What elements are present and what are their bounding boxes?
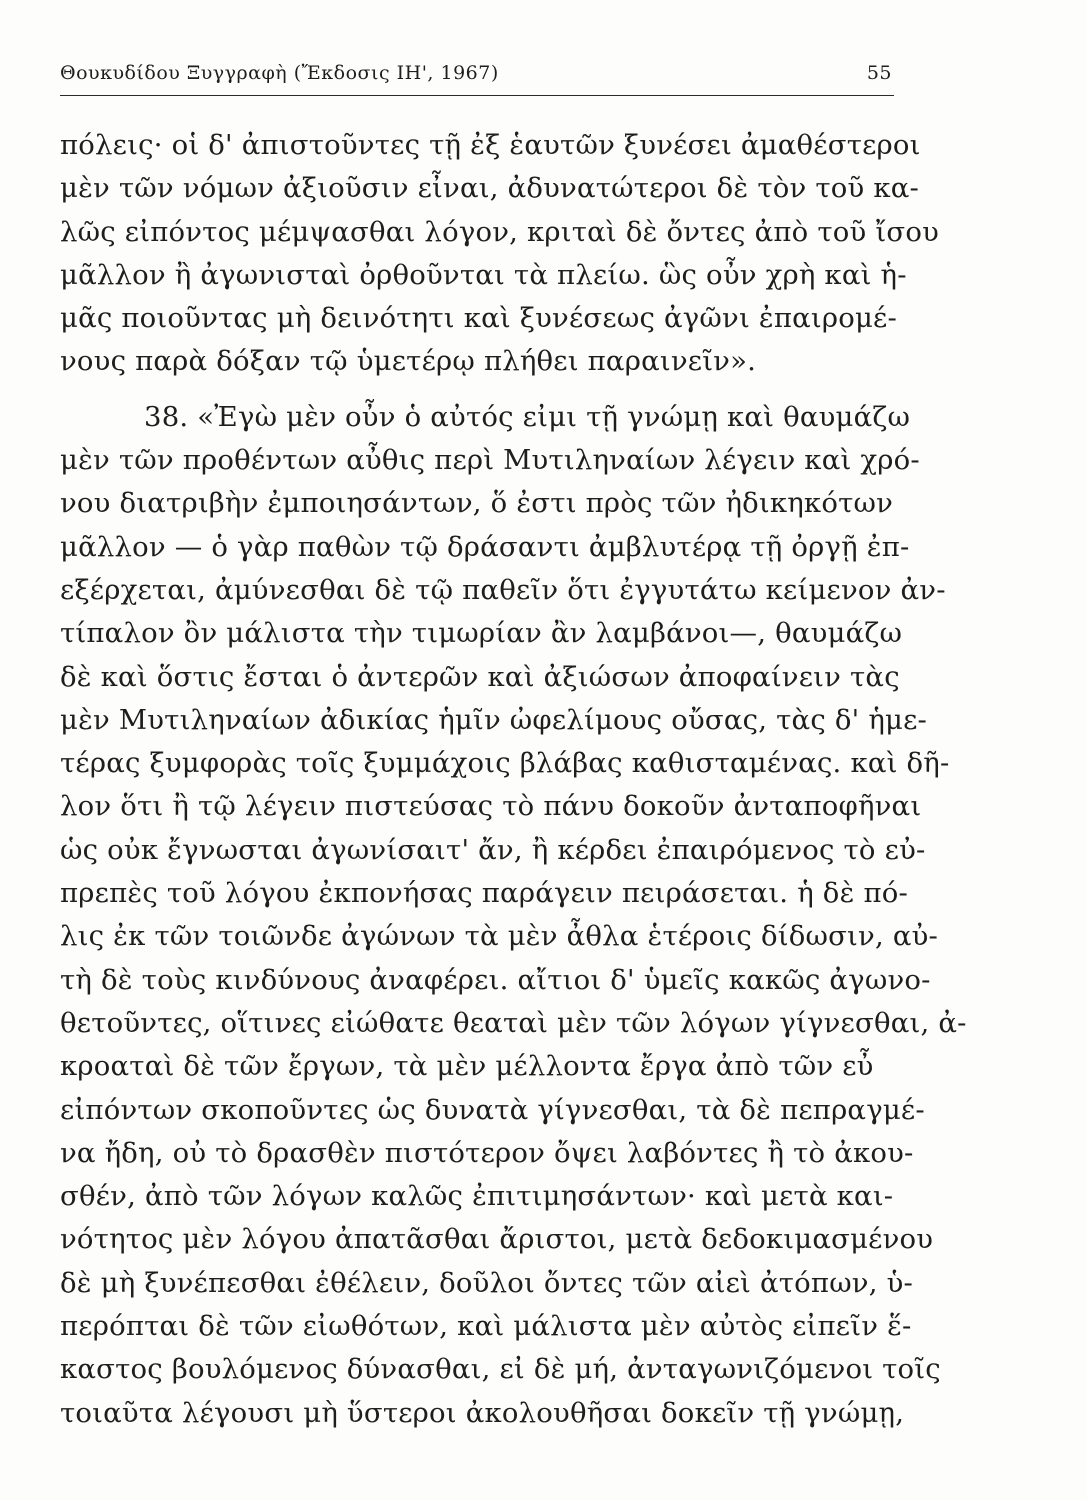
- text-line: μὲν τῶν προθέντων αὖθις περὶ Μυτιληναίων λέγειν καὶ χρό-: [60, 444, 920, 477]
- text-line-chapter-start: 38. «Ἐγὼ μὲν οὖν ὁ αὐτός εἰμι τῇ γνώμῃ καὶ θαυμάζω: [144, 400, 911, 433]
- body-text: [60, 124, 967, 1435]
- text-line: λις ἐκ τῶν τοιῶνδε ἀγώνων τὰ μὲν ἆθλα ἑτέροις δίδωσιν, αὐ-: [60, 920, 939, 953]
- text-line: τέρας ξυμφορὰς τοῖς ξυμμάχοις βλάβας καθισταμένας. καὶ δῆ-: [60, 747, 950, 780]
- paragraph-spacer: [60, 384, 920, 396]
- text-line: καστος βουλόμενος δύνασθαι, εἰ δὲ μή, ἀνταγωνιζόμενοι τοῖς: [60, 1353, 941, 1386]
- text-line: εξέρχεται, ἀμύνεσθαι δὲ τῷ παθεῖν ὅτι ἐγγυτάτω κείμενον ἀν-: [60, 573, 946, 606]
- text-line: νου διατριβὴν ἐμποιησάντων, ὅ ἐστι πρὸς τῶν ἠδικηκότων: [60, 487, 894, 520]
- text-line: περόπται δὲ τῶν εἰωθότων, καὶ μάλιστα μὲν αὐτὸς εἰπεῖν ἕ-: [60, 1310, 912, 1343]
- text-line: πόλεις· οἱ δ' ἀπιστοῦντες τῇ ἐξ ἑαυτῶν ξυνέσει ἀμαθέστεροι: [60, 129, 921, 161]
- text-line: νότητος μὲν λόγου ἀπατᾶσθαι ἄριστοι, μετὰ δεδοκιμασμένου: [60, 1223, 934, 1256]
- text-line: τὴ δὲ τοὺς κινδύνους ἀναφέρει. αἴτιοι δ' ὑμεῖς κακῶς ἀγωνο-: [60, 963, 931, 996]
- text-line: θετοῦντες, οἵτινες εἰώθατε θεαταὶ μὲν τῶν λόγων γίγνεσθαι, ἀ-: [60, 1006, 967, 1039]
- paragraph-1: [60, 124, 939, 384]
- running-head: [60, 62, 892, 92]
- text-line: μᾶλλον — ὁ γὰρ παθὼν τῷ δράσαντι ἀμβλυτέρᾳ τῇ ὀργῇ ἐπ-: [60, 530, 910, 563]
- text-line: κροαταὶ δὲ τῶν ἔργων, τὰ μὲν μέλλοντα ἔργα ἀπὸ τῶν εὖ: [60, 1050, 874, 1083]
- text-line: λῶς εἰπόντος μέμψασθαι λόγον, κριταὶ δὲ ὄντες ἀπὸ τοῦ ἴσου: [60, 215, 939, 248]
- text-line: μᾶλλον ἢ ἀγωνισταὶ ὀρθοῦνται τὰ πλείω. ὣς οὖν χρὴ καὶ ἡ-: [60, 258, 907, 291]
- running-head-title: Θουκυδίδου Ξυγγραφὴ (Ἔκδοσις ΙΗ', 1967): [60, 62, 499, 84]
- text-line: τοιαῦτα λέγουσι μὴ ὕστεροι ἀκολουθῆσαι δοκεῖν τῇ γνώμῃ,: [60, 1396, 905, 1429]
- text-line: δὲ καὶ ὅστις ἔσται ὁ ἀντερῶν καὶ ἀξιώσων ἀποφαίνειν τὰς: [60, 660, 900, 693]
- page-number: 55: [866, 62, 892, 84]
- text-line: νους παρὰ δόξαν τῷ ὑμετέρῳ πλήθει παραινεῖν».: [60, 345, 757, 378]
- text-line: μὲν τῶν νόμων ἀξιοῦσιν εἶναι, ἀδυνατώτεροι δὲ τὸν τοῦ κα-: [60, 172, 920, 205]
- text-line: σθέν, ἀπὸ τῶν λόγων καλῶς ἐπιτιμησάντων· καὶ μετὰ και-: [60, 1180, 894, 1213]
- header-rule: [60, 95, 894, 96]
- text-line: μᾶς ποιοῦντας μὴ δεινότητι καὶ ξυνέσεως ἀγῶνι ἐπαιρομέ-: [60, 302, 897, 335]
- text-line: να ἤδη, οὐ τὸ δρασθὲν πιστότερον ὄψει λαβόντες ἢ τὸ ἀκου-: [60, 1136, 914, 1169]
- text-line: τίπαλον ὂν μάλιστα τὴν τιμωρίαν ἂν λαμβάνοι—, θαυμάζω: [60, 617, 903, 650]
- paragraph-2-chapter-38: [60, 396, 967, 1435]
- text-line: δὲ μὴ ξυνέπεσθαι ἐθέλειν, δοῦλοι ὄντες τῶν αἰεὶ ἀτόπων, ὑ-: [60, 1266, 914, 1299]
- text-line: πρεπὲς τοῦ λόγου ἐκπονήσας παράγειν πειράσεται. ἡ δὲ πό-: [60, 877, 908, 910]
- text-line: λον ὅτι ἢ τῷ λέγειν πιστεύσας τὸ πάνυ δοκοῦν ἀνταποφῆναι: [60, 790, 922, 823]
- text-line: ὡς οὐκ ἔγνωσται ἀγωνίσαιτ' ἄν, ἢ κέρδει ἐπαιρόμενος τὸ εὐ-: [60, 833, 926, 866]
- text-line: εἰπόντων σκοποῦντες ὡς δυνατὰ γίγνεσθαι, τὰ δὲ πεπραγμέ-: [60, 1093, 925, 1126]
- text-line: μὲν Μυτιληναίων ἀδικίας ἡμῖν ὠφελίμους οὔσας, τὰς δ' ἡμε-: [60, 703, 928, 736]
